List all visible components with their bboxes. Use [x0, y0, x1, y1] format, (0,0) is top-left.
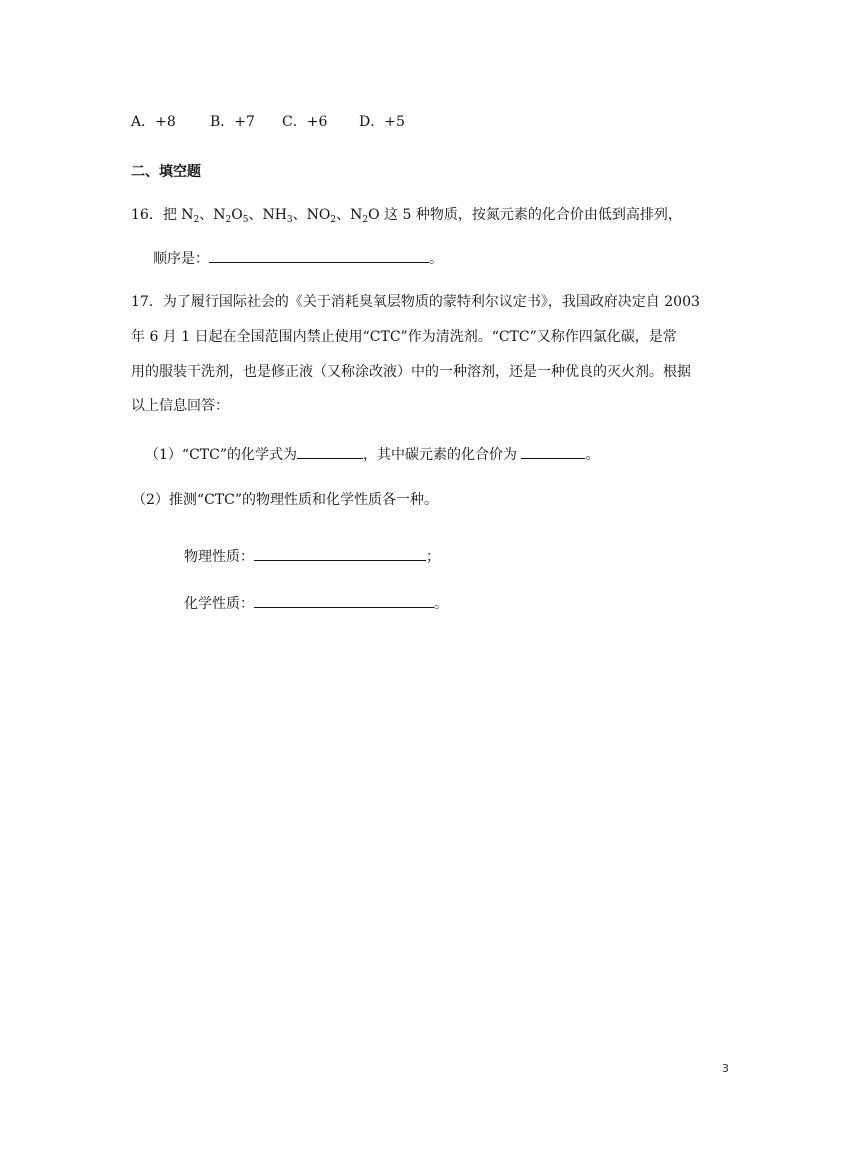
- separator: 、: [248, 207, 263, 223]
- part1-text: （1）“CTC”的化学式为: [145, 447, 297, 463]
- physical-property-label: 物理性质：: [184, 549, 254, 565]
- choice-b: B．+7: [210, 114, 255, 130]
- question-16-line-1: [131, 205, 682, 225]
- formula-answer-blank[interactable]: [297, 443, 363, 459]
- formula-n2: $N_2$: [181, 207, 200, 225]
- q16-suffix: 这 5 种物质，按氮元素的化合价由低到高排列，: [379, 207, 682, 223]
- period: 。: [585, 447, 600, 463]
- choice-c: C．+6: [282, 114, 328, 130]
- separator: 、: [292, 207, 307, 223]
- chemical-property-line: [184, 592, 448, 614]
- separator: 、: [199, 207, 214, 223]
- order-answer-blank[interactable]: [209, 247, 429, 263]
- period: 。: [434, 596, 448, 612]
- period: 。: [429, 251, 443, 267]
- chemical-property-blank[interactable]: [254, 592, 434, 608]
- formula-nh3: $NH_3$: [262, 207, 293, 225]
- section-heading: 二、填空题: [131, 164, 201, 180]
- choice-d: D．+5: [359, 114, 405, 130]
- question-17-line-1: 17．为了履行国际社会的《关于消耗臭氧层物质的蒙特利尔议定书》，我国政府决定自 2003: [131, 294, 700, 310]
- separator: 、: [336, 207, 351, 223]
- choice-a: A．+8: [131, 114, 176, 130]
- formula-n2o5: $N_2O_5$: [213, 207, 249, 225]
- valence-answer-blank[interactable]: [521, 443, 585, 459]
- order-label: 顺序是：: [153, 251, 209, 267]
- question-16-line-2: [153, 247, 443, 269]
- semicolon: ；: [426, 549, 440, 565]
- question-17-line-3: 用的服装干洗剂，也是修正液（又称涂改液）中的一种溶剂，还是一种优良的灭火剂。根据: [131, 364, 691, 380]
- formula-no2: $NO_2$: [306, 207, 337, 225]
- chemical-property-label: 化学性质：: [184, 596, 254, 612]
- question-17-line-4: 以上信息回答：: [131, 398, 229, 414]
- page-number: 3: [722, 1062, 729, 1075]
- physical-property-blank[interactable]: [254, 545, 426, 561]
- q16-prefix: 16．把: [131, 207, 182, 223]
- part1-text-2: ，其中碳元素的化合价为: [362, 447, 522, 463]
- question-17-line-2: 年 6 月 1 日起在全国范围内禁止使用“CTC”作为清洗剂。“CTC”又称作四氯化碳，是常: [131, 329, 677, 345]
- question-17-part-1: [145, 443, 599, 465]
- formula-n2o: $N_2O$: [350, 207, 380, 225]
- question-17-part-2: （2）推测“CTC”的物理性质和化学性质各一种。: [132, 492, 438, 508]
- choice-row: [131, 112, 405, 132]
- physical-property-line: [184, 545, 440, 567]
